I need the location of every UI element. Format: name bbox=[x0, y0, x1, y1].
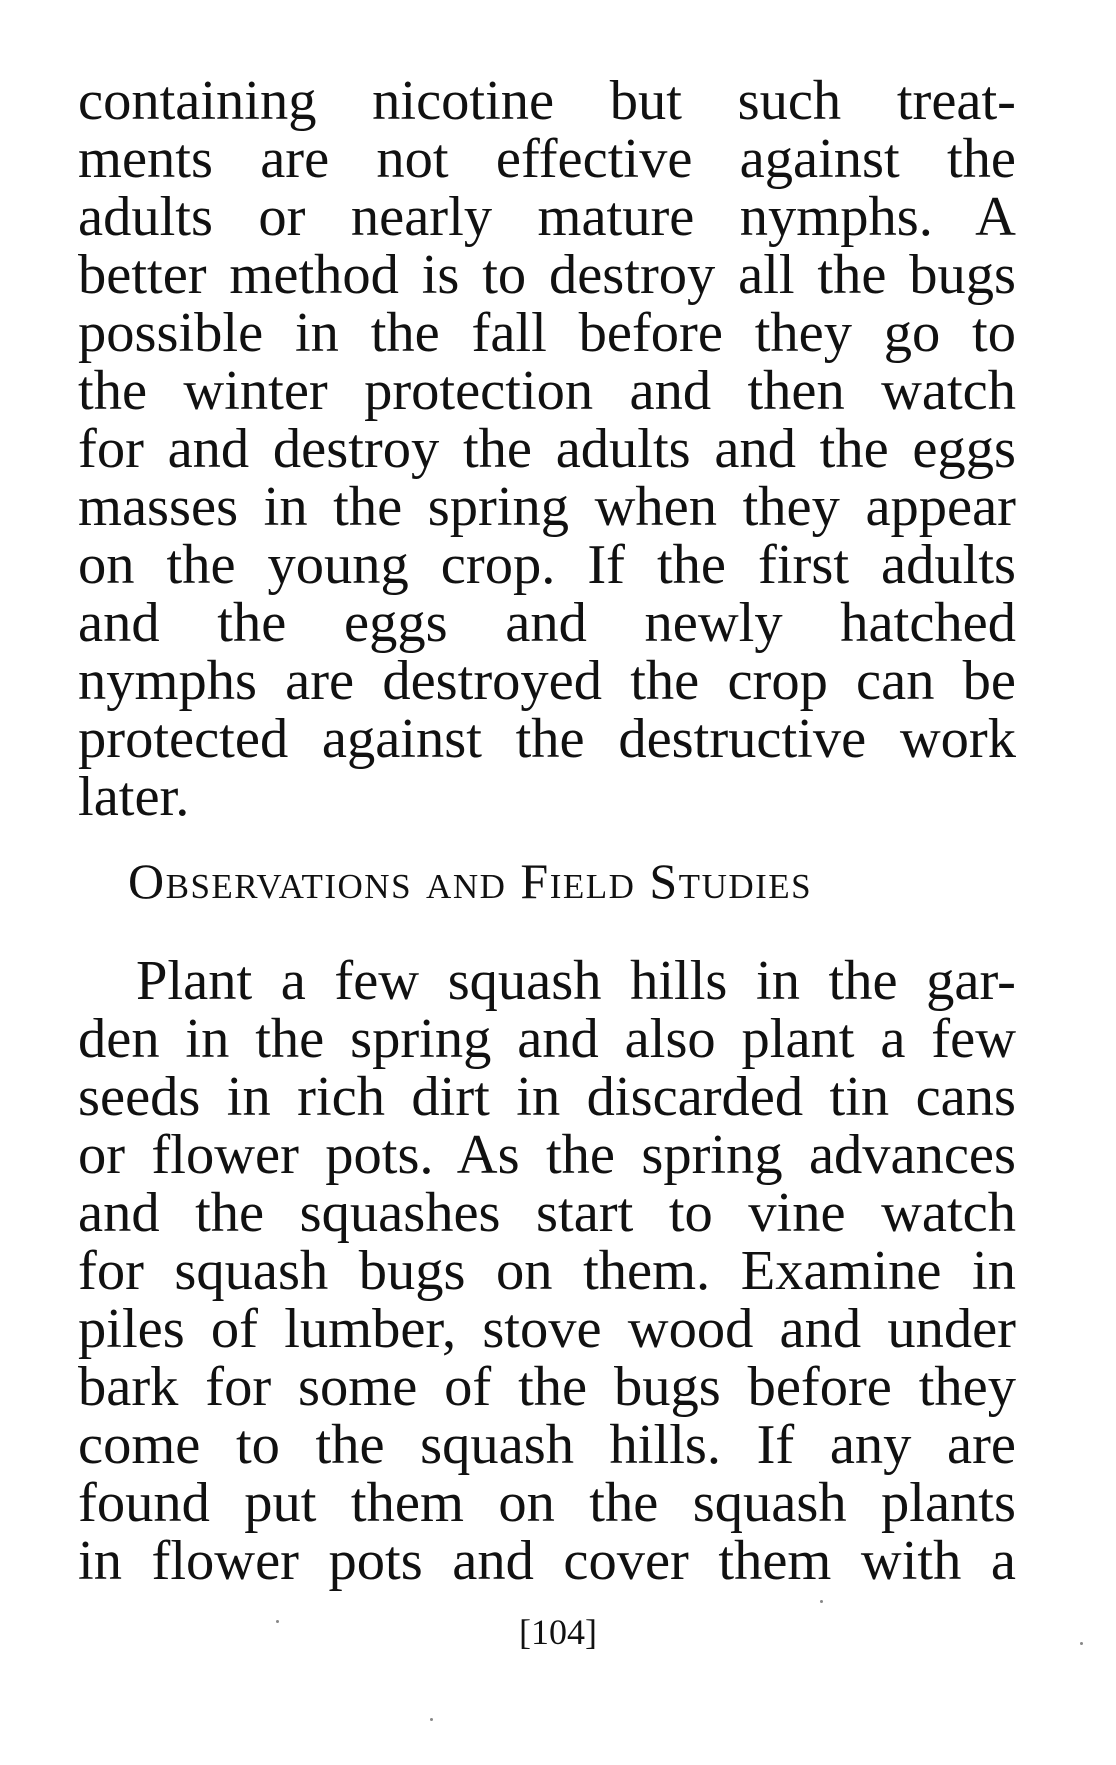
text-line: adults or nearly mature nymphs. A bbox=[78, 186, 1016, 248]
text-line: seeds in rich dirt in discarded tin cans bbox=[78, 1066, 1016, 1128]
page-number: [104] bbox=[519, 1612, 597, 1652]
text-line: for and destroy the adults and the eggs bbox=[78, 418, 1016, 480]
text-line: and the squashes start to vine watch bbox=[78, 1182, 1016, 1244]
section-heading: Observations and Field Studies bbox=[128, 853, 813, 909]
paper-speck bbox=[276, 1620, 279, 1623]
text-line: possible in the fall before they go to bbox=[78, 302, 1016, 364]
text-line: masses in the spring when they appear bbox=[78, 476, 1016, 538]
text-line: later. bbox=[78, 766, 190, 828]
text-line: containing nicotine but such treat- bbox=[78, 70, 1016, 132]
text-line: nymphs are destroyed the crop can be bbox=[78, 650, 1016, 712]
paper-speck bbox=[820, 1600, 823, 1603]
text-line: better method is to destroy all the bugs bbox=[78, 244, 1016, 306]
text-line: come to the squash hills. If any are bbox=[78, 1414, 1016, 1476]
paragraph-control-methods bbox=[78, 72, 1016, 826]
text-line: and the eggs and newly hatched bbox=[78, 592, 1016, 654]
text-line: bark for some of the bugs before they bbox=[78, 1356, 1016, 1418]
text-line: found put them on the squash plants bbox=[78, 1472, 1016, 1534]
text-line: protected against the destructive work bbox=[78, 708, 1016, 770]
paragraph-observations bbox=[78, 952, 1016, 1590]
text-line: for squash bugs on them. Examine in bbox=[78, 1240, 1016, 1302]
paper-speck bbox=[430, 1718, 433, 1721]
text-line: or flower pots. As the spring advances bbox=[78, 1124, 1016, 1186]
text-line: piles of lumber, stove wood and under bbox=[78, 1298, 1016, 1360]
paper-speck bbox=[1080, 1642, 1083, 1645]
text-line: in flower pots and cover them with a bbox=[78, 1530, 1016, 1592]
text-line: ments are not effective against the bbox=[78, 128, 1016, 190]
text-line: the winter protection and then watch bbox=[78, 360, 1016, 422]
text-line: den in the spring and also plant a few bbox=[78, 1008, 1016, 1070]
text-line: on the young crop. If the first adults bbox=[78, 534, 1016, 596]
text-line: Plant a few squash hills in the gar- bbox=[136, 950, 1016, 1012]
